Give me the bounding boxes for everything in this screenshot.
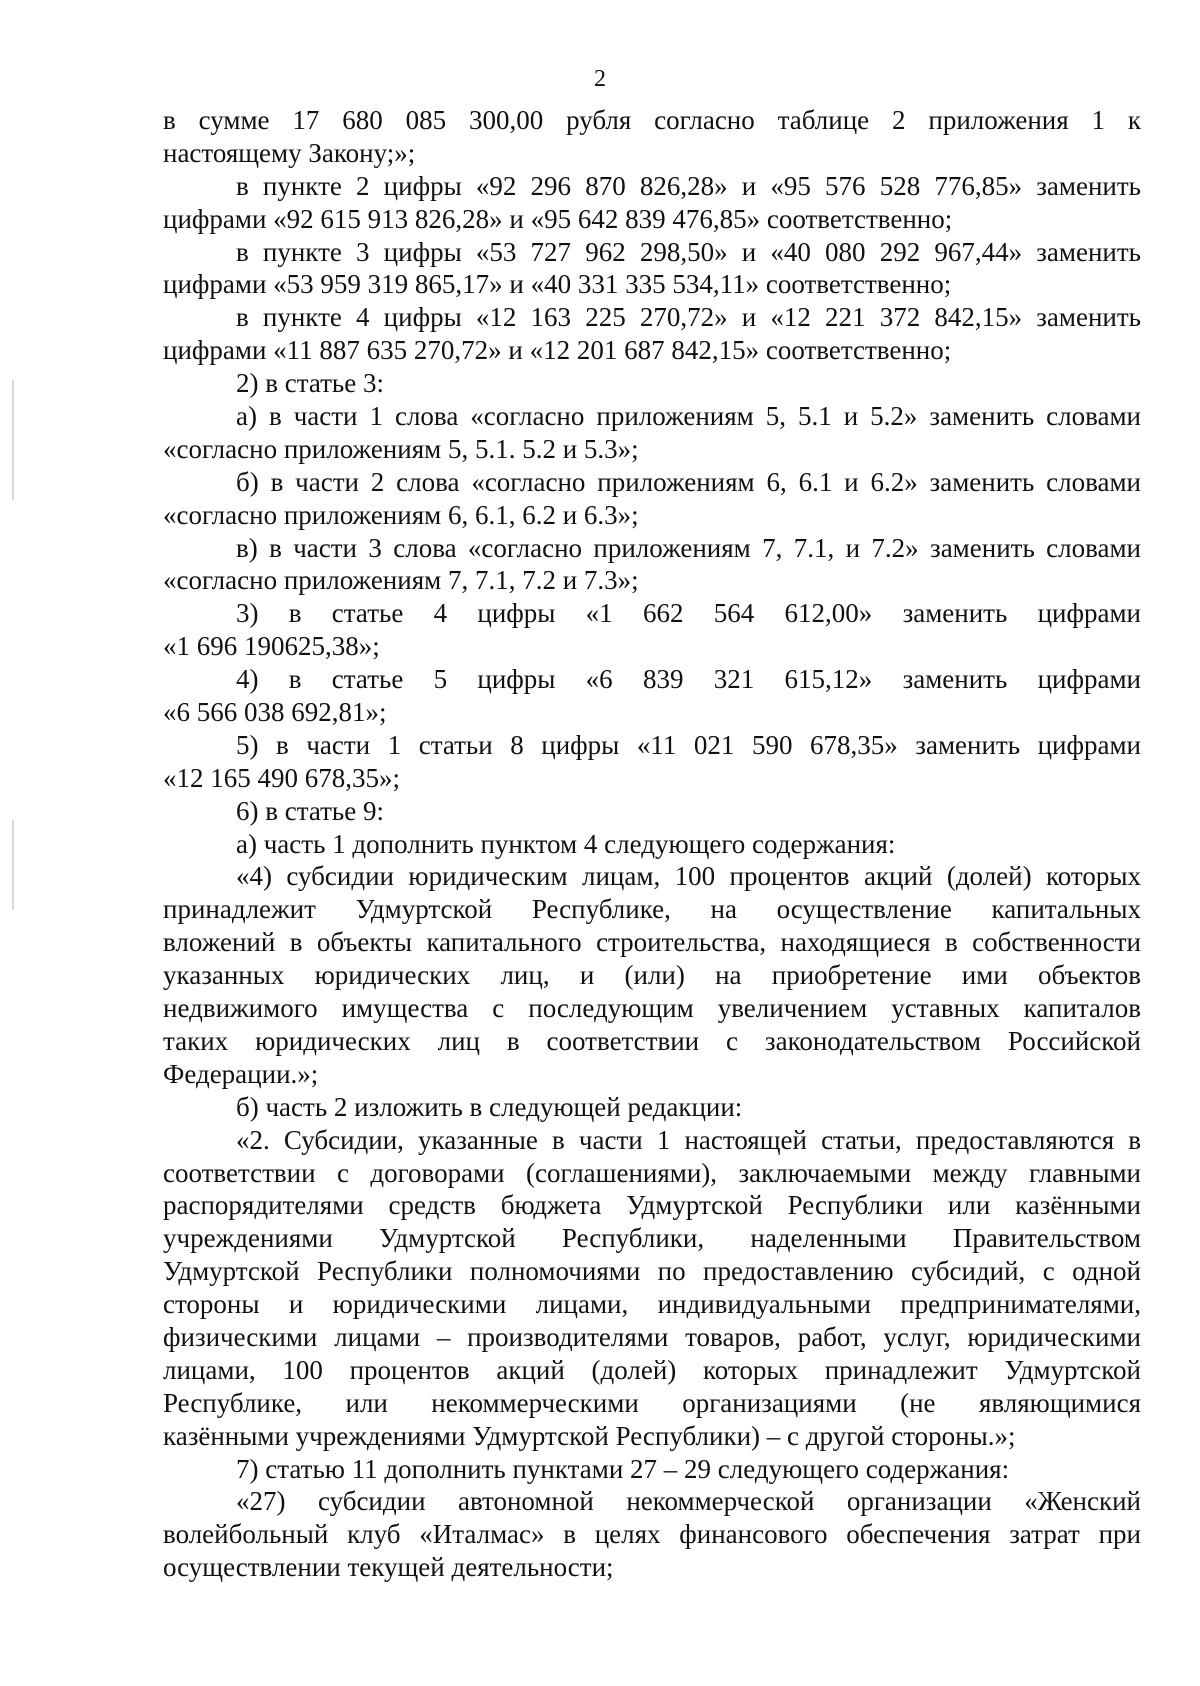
text-line: в пункте 3 цифры «53 727 962 298,50» и «40 080 292 967,44» заменить: [236, 236, 1141, 267]
text-line: вложений в объекты капитального строительства, находящиеся в собственности: [163, 927, 1141, 958]
text-line: принадлежит Удмуртской Республике, на осуществление капитальных: [163, 894, 1141, 925]
text-line: 2) в статье 3:: [236, 368, 384, 399]
text-line: стороны и юридическими лицами, индивидуальными предпринимателями,: [163, 1289, 1141, 1320]
text-line: волейбольный клуб «Италмас» в целях финансового обеспечения затрат при: [163, 1519, 1141, 1550]
text-line: цифрами «53 959 319 865,17» и «40 331 335 534,11» соответственно;: [163, 269, 952, 300]
document-body: [163, 104, 1141, 1584]
scan-edge-mark: [12, 380, 14, 500]
text-line: 4) в статье 5 цифры «6 839 321 615,12» заменить цифрами: [236, 664, 1141, 695]
text-line: в сумме 17 680 085 300,00 рубля согласно таблице 2 приложения 1 к: [163, 105, 1141, 135]
text-line: осуществлении текущей деятельности;: [163, 1552, 614, 1583]
text-line: «27) субсидии автономной некоммерческой организации «Женский: [236, 1486, 1141, 1517]
scan-edge-mark: [12, 820, 14, 910]
text-line: «согласно приложениям 6, 6.1, 6.2 и 6.3»;: [163, 499, 639, 530]
text-line: «2. Субсидии, указанные в части 1 настоящей статьи, предоставляются в: [236, 1124, 1141, 1155]
text-line: «6 566 038 692,81»;: [163, 697, 387, 728]
text-line: соответствии с договорами (соглашениями), заключаемыми между главными: [163, 1157, 1141, 1188]
text-line: Республике, или некоммерческими организациями (не являющимися: [163, 1387, 1141, 1418]
text-line: распорядителями средств бюджета Удмуртской Республики или казёнными: [163, 1190, 1141, 1221]
text-line: цифрами «11 887 635 270,72» и «12 201 687 842,15» соответственно;: [163, 335, 952, 366]
text-line: Удмуртской Республики полномочиями по предоставлению субсидий, с одной: [163, 1256, 1141, 1287]
text-line: в) в части 3 слова «согласно приложениям 7, 7.1, и 7.2» заменить словами: [236, 532, 1141, 563]
text-line: настоящему Закону;»;: [163, 137, 416, 168]
text-line: 5) в части 1 статьи 8 цифры «11 021 590 678,35» заменить цифрами: [236, 729, 1141, 760]
text-line: недвижимого имущества с последующим увеличением уставных капиталов: [163, 993, 1141, 1024]
text-line: а) в части 1 слова «согласно приложениям 5, 5.1 и 5.2» заменить словами: [236, 401, 1141, 432]
text-line: а) часть 1 дополнить пунктом 4 следующего содержания:: [236, 828, 896, 859]
text-line: «12 165 490 678,35»;: [163, 762, 401, 793]
page-number: 2: [594, 66, 606, 92]
text-line: б) в части 2 слова «согласно приложениям 6, 6.1 и 6.2» заменить словами: [236, 466, 1141, 497]
text-line: б) часть 2 изложить в следующей редакции:: [236, 1091, 743, 1122]
text-line: в пункте 2 цифры «92 296 870 826,28» и «95 576 528 776,85» заменить: [236, 170, 1141, 201]
text-line: «4) субсидии юридическим лицам, 100 процентов акций (долей) которых: [236, 861, 1141, 892]
text-line: 7) статью 11 дополнить пунктами 27 – 29 следующего содержания:: [236, 1453, 1010, 1484]
text-line: в пункте 4 цифры «12 163 225 270,72» и «12 221 372 842,15» заменить: [236, 302, 1141, 333]
text-line: «согласно приложениям 5, 5.1. 5.2 и 5.3»;: [163, 433, 639, 464]
text-line: 6) в статье 9:: [236, 795, 384, 826]
text-line: 3) в статье 4 цифры «1 662 564 612,00» заменить цифрами: [236, 598, 1141, 629]
text-line: цифрами «92 615 913 826,28» и «95 642 839 476,85» соответственно;: [163, 203, 953, 234]
text-line: указанных юридических лиц, и (или) на приобретение ими объектов: [163, 960, 1141, 991]
text-line: «1 696 190625,38»;: [163, 631, 380, 662]
text-line: Федерации.»;: [163, 1058, 319, 1089]
text-line: «согласно приложениям 7, 7.1, 7.2 и 7.3»;: [163, 565, 639, 596]
text-line: лицами, 100 процентов акций (долей) которых принадлежит Удмуртской: [163, 1354, 1141, 1385]
text-line: казёнными учреждениями Удмуртской Республики) – с другой стороны.»;: [163, 1420, 1016, 1451]
text-line: учреждениями Удмуртской Республики, наделенными Правительством: [163, 1223, 1141, 1254]
text-line: физическими лицами – производителями товаров, работ, услуг, юридическими: [163, 1321, 1141, 1352]
text-line: таких юридических лиц в соответствии с законодательством Российской: [163, 1025, 1141, 1056]
